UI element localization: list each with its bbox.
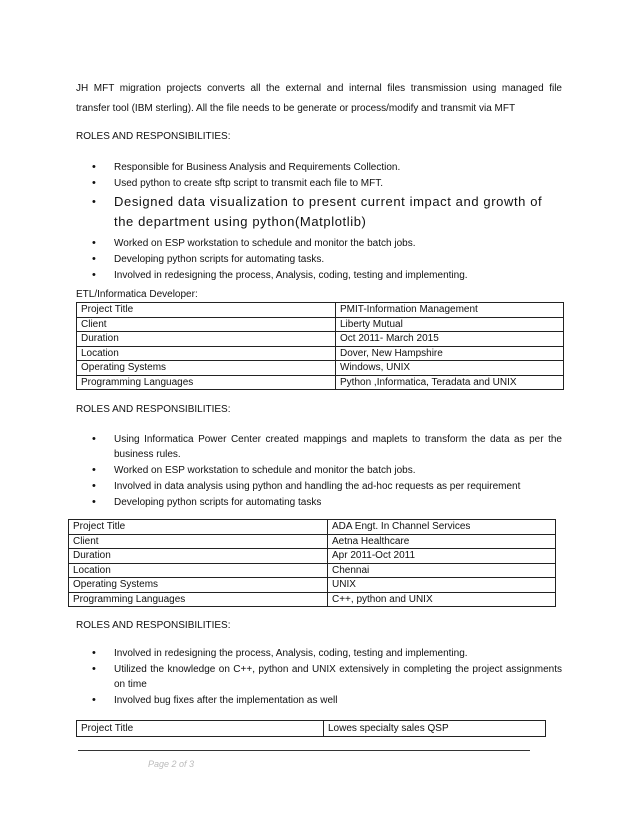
list-item: • Involved in data analysis using python and handling the ad-hoc requests as per requirement	[76, 479, 562, 494]
table-cell: Oct 2011- March 2015	[336, 332, 564, 347]
intro-line-2: transfer tool (IBM sterling). All the file needs to be generate or process/modify and transmit via MFT	[76, 103, 516, 114]
table-row	[77, 303, 564, 318]
table-row	[77, 721, 546, 737]
page-number: Page 2 of 3	[148, 759, 195, 769]
project-table-2	[68, 519, 556, 607]
table-cell: Dover, New Hampshire	[336, 346, 564, 361]
table-row	[69, 520, 556, 535]
table-row	[69, 534, 556, 549]
table-cell: PMIT-Information Management	[336, 303, 564, 318]
project-table-3	[76, 720, 546, 737]
table-cell: Duration	[77, 332, 336, 347]
footer-divider	[78, 750, 530, 751]
table-cell: Aetna Healthcare	[328, 534, 556, 549]
table-row	[77, 317, 564, 332]
table-cell: Chennai	[328, 563, 556, 578]
etl-developer-heading: ETL/Informatica Developer:	[76, 289, 198, 300]
intro-line-1: JH MFT migration projects converts all the external and internal files transmission using managed file	[76, 83, 562, 94]
section-heading: ROLES AND RESPONSIBILITIES:	[76, 131, 231, 142]
list-item: • Developing python scripts for automating tasks.	[76, 252, 562, 267]
table-cell: ADA Engt. In Channel Services	[328, 520, 556, 535]
project-table-1	[76, 302, 564, 390]
list-item: • Using Informatica Power Center created mappings and maplets to transform the data as per the business rules.	[76, 432, 562, 462]
table-cell: Project Title	[77, 303, 336, 318]
section-heading: ROLES AND RESPONSIBILITIES:	[76, 620, 231, 631]
table-cell: Lowes specialty sales QSP	[324, 721, 546, 737]
list-item: • Designed data visualization to present current impact and growth of the department using python(Matplotlib)	[76, 192, 562, 232]
table-row	[77, 361, 564, 376]
list-item: • Responsible for Business Analysis and Requirements Collection.	[76, 160, 562, 175]
table-row	[69, 549, 556, 564]
list-item: • Utilized the knowledge on C++, python and UNIX extensively in completing the project assignments on time	[76, 662, 562, 692]
table-cell: Client	[77, 317, 336, 332]
table-row	[77, 332, 564, 347]
table-row	[77, 346, 564, 361]
table-cell: Location	[69, 563, 328, 578]
table-cell: C++, python and UNIX	[328, 592, 556, 607]
table-cell: UNIX	[328, 578, 556, 593]
bullet-list	[76, 646, 562, 709]
table-cell: Liberty Mutual	[336, 317, 564, 332]
list-item: • Involved bug fixes after the implementation as well	[76, 693, 562, 708]
table-cell: Operating Systems	[77, 361, 336, 376]
list-item: • Used python to create sftp script to transmit each file to MFT.	[76, 176, 562, 191]
section-heading: ROLES AND RESPONSIBILITIES:	[76, 404, 231, 415]
table-cell: Client	[69, 534, 328, 549]
table-cell: Python ,Informatica, Teradata and UNIX	[336, 375, 564, 390]
bullet-list	[76, 160, 562, 284]
table-cell: Programming Languages	[69, 592, 328, 607]
list-item: • Involved in redesigning the process, Analysis, coding, testing and implementing.	[76, 268, 562, 283]
table-cell: Duration	[69, 549, 328, 564]
table-cell: Project Title	[77, 721, 324, 737]
table-row	[69, 592, 556, 607]
table-cell: Operating Systems	[69, 578, 328, 593]
list-item: • Involved in redesigning the process, Analysis, coding, testing and implementing.	[76, 646, 562, 661]
list-item: • Worked on ESP workstation to schedule and monitor the batch jobs.	[76, 236, 562, 251]
table-cell: Windows, UNIX	[336, 361, 564, 376]
intro-paragraph	[76, 81, 562, 117]
list-item: • Developing python scripts for automating tasks	[76, 495, 562, 510]
table-cell: Project Title	[69, 520, 328, 535]
table-cell: Apr 2011-Oct 2011	[328, 549, 556, 564]
table-cell: Programming Languages	[77, 375, 336, 390]
list-item: • Worked on ESP workstation to schedule and monitor the batch jobs.	[76, 463, 562, 478]
bullet-list	[76, 432, 562, 511]
table-row	[77, 375, 564, 390]
table-row	[69, 563, 556, 578]
table-cell: Location	[77, 346, 336, 361]
table-row	[69, 578, 556, 593]
